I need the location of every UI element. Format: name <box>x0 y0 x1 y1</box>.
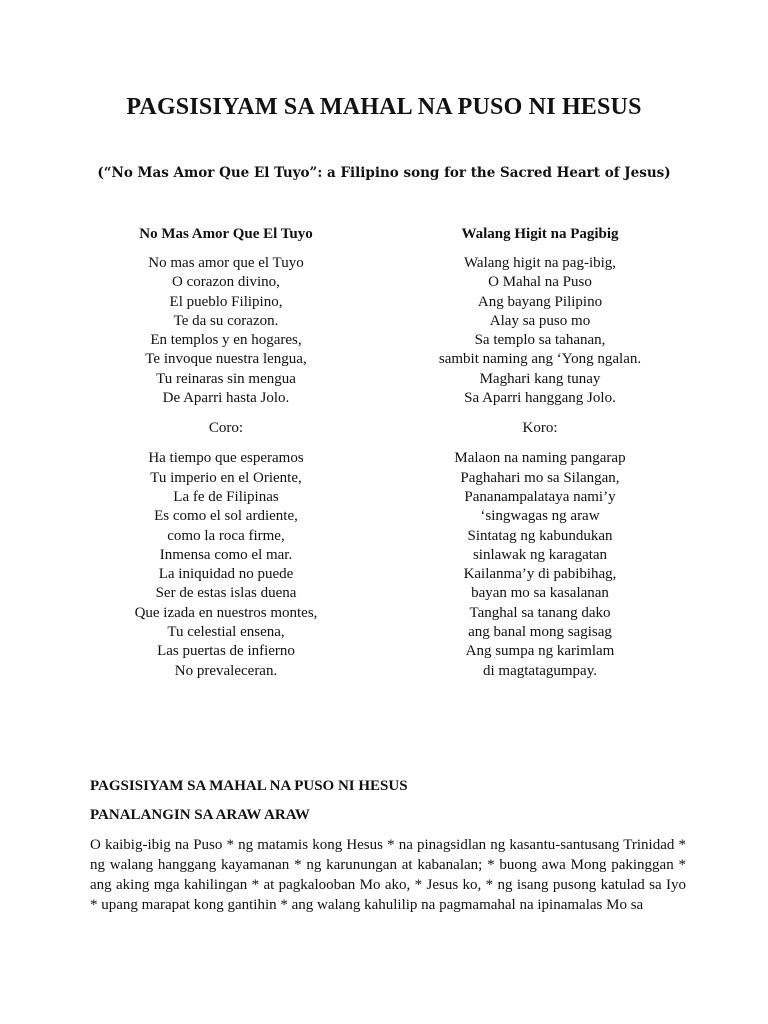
lyric-line: Inmensa como el mar. <box>159 546 293 563</box>
tagalog-heading: Walang Higit na Pagibig <box>461 226 619 242</box>
lyric-line: Ang sumpa ng karimlam <box>465 643 615 660</box>
lyric-line: Te da su corazon. <box>173 312 279 329</box>
lyric-line: Que izada en nuestros montes, <box>134 604 318 621</box>
lyric-line: Ser de estas islas duena <box>155 585 297 602</box>
lyric-line: No mas amor que el Tuyo <box>148 255 304 271</box>
lyric-line: Es como el sol ardiente, <box>154 508 298 525</box>
lyric-line: La iniquidad no puede <box>158 566 294 583</box>
spanish-lyrics-column <box>56 224 396 681</box>
lyric-line: No prevaleceran. <box>174 662 278 679</box>
lyric-line: sambit naming ang ‘Yong ngalan. <box>438 351 642 368</box>
lyric-line: Ang bayang Pilipino <box>477 293 603 310</box>
section-subtitle: PANALANGIN SA ARAW ARAW <box>90 807 310 823</box>
tagalog-verse <box>370 254 710 408</box>
lyric-line: Alay sa puso mo <box>489 312 591 329</box>
lyric-line: bayan mo sa kasalanan <box>471 585 609 602</box>
lyric-line: Walang higit na pag-ibig, <box>463 255 617 271</box>
spanish-chorus-label: Coro: <box>208 420 244 437</box>
tagalog-chorus-label: Koro: <box>522 420 558 437</box>
lyric-line: El pueblo Filipino, <box>169 293 283 310</box>
spanish-chorus <box>56 449 396 681</box>
document-title: PAGSISIYAM SA MAHAL NA PUSO NI HESUS <box>126 94 642 120</box>
lyric-line: sinlawak ng karagatan <box>472 546 608 563</box>
lyric-line: di magtatagumpay. <box>483 662 597 679</box>
lyric-line: Sa templo sa tahanan, <box>474 332 606 349</box>
document-subtitle: (“No Mas Amor Que El Tuyo”: a Filipino song for the Sacred Heart of Jesus) <box>97 165 671 181</box>
lyric-line: Te invoque nuestra lengua, <box>145 351 307 368</box>
lyric-line: Malaon na naming pangarap <box>454 450 626 467</box>
lyric-line: Ha tiempo que esperamos <box>148 450 304 467</box>
lyric-line: De Aparri hasta Jolo. <box>162 390 290 407</box>
lyric-line: Sintatag ng kabundukan <box>467 527 613 544</box>
prayer-paragraph: O kaibig-ibig na Puso * ng matamis kong Hesus * na pinagsidlan ng kasantu-santusang Trinidad * ng walang hanggang kayamanan * ng karunungan at kabanalan; * buong awa Mong pakinggan * ang aking mga kahilingan * at pagkalooban Mo ako, * Jesus ko, * ng isang pusong katulad sa Iyo * upang marapat kong gantihin * ang walang kahulilip na pagmamahal na ipinamalas Mo sa <box>90 837 686 913</box>
lyric-line: Pananampalataya nami’y <box>464 488 616 505</box>
lyric-line: Kailanma’y di pabibihag, <box>463 566 617 583</box>
lyric-line: Sa Aparri hanggang Jolo. <box>464 390 616 407</box>
lyric-line: Tanghal sa tanang dako <box>469 604 611 621</box>
spanish-verse <box>56 254 396 408</box>
section-title: PAGSISIYAM SA MAHAL NA PUSO NI HESUS <box>90 778 408 794</box>
lyric-line: Maghari kang tunay <box>479 370 601 387</box>
tagalog-chorus <box>370 449 710 681</box>
tagalog-lyrics-column <box>370 224 710 681</box>
lyric-line: Tu reinaras sin mengua <box>156 370 296 387</box>
lyric-line: En templos y en hogares, <box>150 332 302 349</box>
lyric-line: Tu imperio en el Oriente, <box>150 469 302 486</box>
lyric-line: Las puertas de infierno <box>157 643 295 660</box>
lyric-line: ‘singwagas ng araw <box>480 508 600 525</box>
lyric-line: Tu celestial ensena, <box>167 624 285 641</box>
spanish-heading: No Mas Amor Que El Tuyo <box>139 226 313 242</box>
lyric-line: como la roca firme, <box>167 527 285 544</box>
lyric-line: O Mahal na Puso <box>488 274 592 291</box>
lyric-line: La fe de Filipinas <box>173 488 279 505</box>
lyric-line: ang banal mong sagisag <box>468 624 612 641</box>
lyric-line: O corazon divino, <box>172 274 280 291</box>
lyric-line: Paghahari mo sa Silangan, <box>460 469 620 486</box>
